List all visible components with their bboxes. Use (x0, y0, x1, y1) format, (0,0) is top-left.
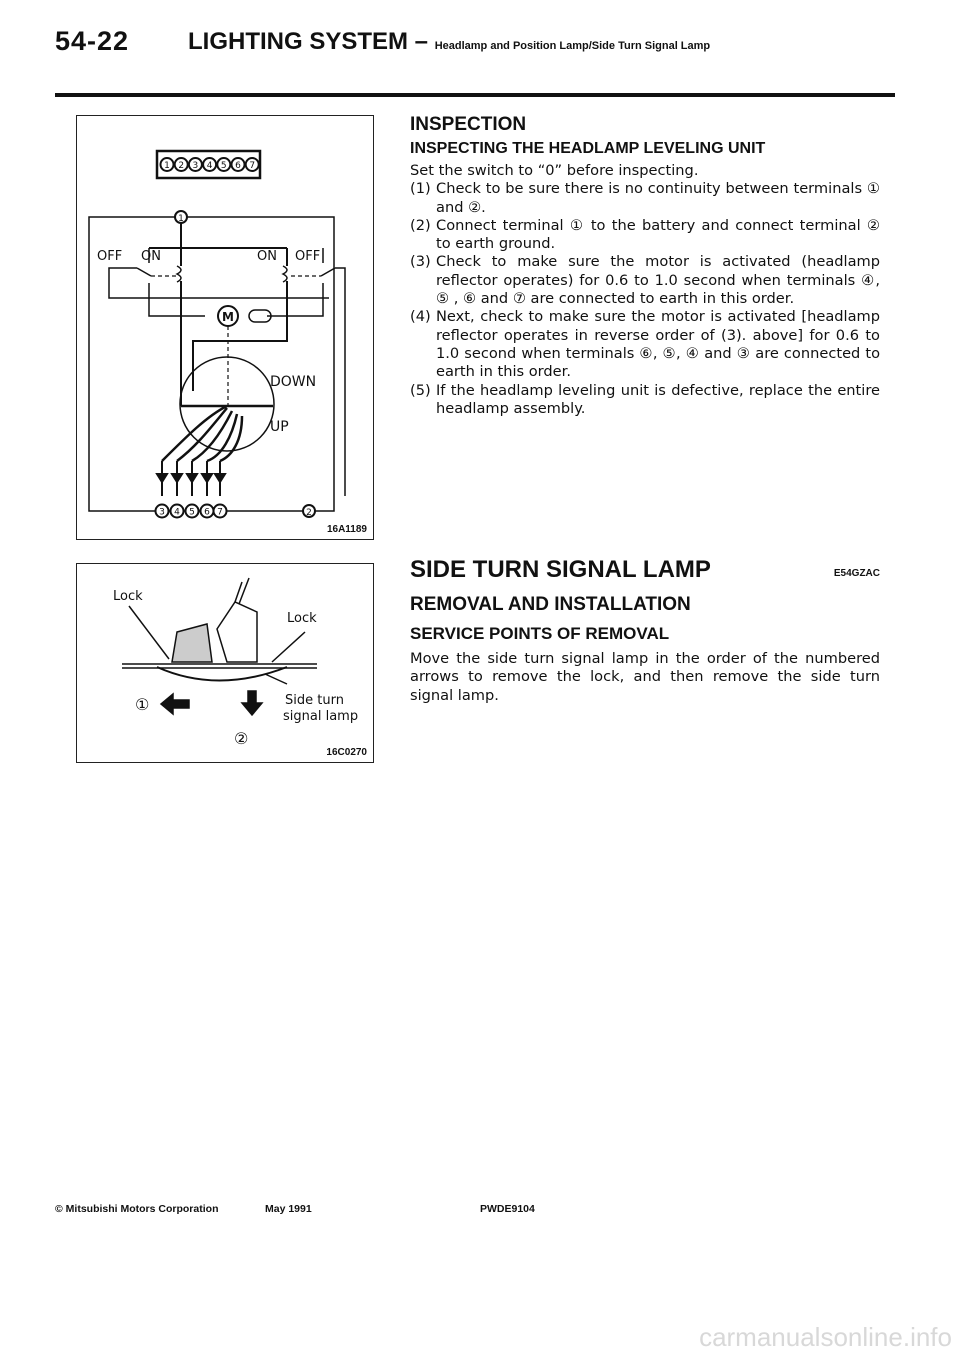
lock-right-label: Lock (287, 611, 317, 626)
on-left-label: ON (141, 249, 161, 264)
figure-code: 16A1189 (326, 524, 367, 535)
removal-installation-title: REMOVAL AND INSTALLATION (410, 594, 691, 615)
page-number: 54-22 (55, 26, 130, 56)
inspection-subtitle: INSPECTING THE HEADLAMP LEVELING UNIT (410, 140, 766, 157)
off-left-label: OFF (97, 249, 123, 264)
inspection-intro: Set the switch to “0” before inspecting. (410, 162, 699, 179)
off-right-label: OFF (295, 249, 321, 264)
connector-pin-label: 5 (220, 161, 227, 171)
diode (187, 474, 197, 482)
bottom-terminal-label: 5 (189, 507, 195, 518)
connector-pins (161, 158, 259, 171)
separator: – (408, 28, 435, 55)
footer-date: May 1991 (265, 1203, 312, 1215)
inspection-section (410, 114, 880, 418)
on-right-label: ON (257, 249, 277, 264)
inspection-steps (410, 180, 880, 418)
inspection-step (410, 180, 880, 217)
header-subtitle: Headlamp and Position Lamp/Side Turn Signal Lamp (434, 40, 711, 52)
inspection-step (410, 382, 880, 419)
step-text: Connect terminal ① to the battery and connect terminal ② to earth ground. (436, 216, 880, 253)
bottom-terminal-label: 4 (174, 507, 180, 518)
connector-pin-label: 1 (164, 161, 170, 171)
step-text: Check to be sure there is no continuity between terminals ① and ②. (436, 180, 880, 216)
terminal-1-label: 1 (178, 214, 184, 224)
arrow-1-label: ① (135, 695, 150, 714)
motor-label: M (222, 310, 234, 324)
bottom-terminal-label: 3 (159, 507, 165, 518)
up-label: UP (270, 419, 289, 435)
connector-pin-label: 3 (192, 161, 199, 171)
section-title: LIGHTING SYSTEM (188, 28, 409, 55)
header-rule (55, 93, 895, 97)
terminal-2-label: 2 (306, 508, 312, 518)
side-turn-title: SIDE TURN SIGNAL LAMP (410, 556, 711, 583)
down-label: DOWN (270, 374, 317, 390)
lock-left-label: Lock (113, 589, 143, 604)
diode (202, 474, 212, 482)
side-turn-body: Move the side turn signal lamp in the order of the numbered arrows to remove the lock, and then remove the side turn signal lamp. (410, 650, 880, 704)
footer-doc-code: PWDE9104 (480, 1203, 535, 1215)
figure-wiring-diagram (76, 115, 374, 540)
step-text: Check to make sure the motor is activated (headlamp reflector operates) for 0.6 to 1.0 second when terminals ④, ⑤ , ⑥ and ⑦ are connected to earth in this order. (436, 253, 880, 308)
connector-pin-label: 4 (206, 161, 213, 171)
lamp-label-line1: Side turn (285, 693, 344, 708)
lamp-label-line2: signal lamp (283, 709, 359, 724)
header-title (188, 28, 710, 56)
diode (172, 474, 182, 482)
diode (157, 474, 167, 482)
step-number: (4) (410, 308, 431, 326)
inspection-title: INSPECTION (410, 114, 527, 135)
wiring-diagram (77, 116, 373, 539)
step-number: (2) (410, 216, 431, 234)
side-turn-section (410, 556, 880, 705)
arrow-2-label: ② (234, 729, 249, 748)
figure-side-turn-lamp (76, 563, 374, 763)
inspection-step (410, 308, 880, 381)
bottom-terminal-label: 6 (204, 507, 210, 518)
step-text: If the headlamp leveling unit is defective, replace the entire headlamp assembly. (436, 381, 880, 417)
diode (215, 474, 225, 482)
watermark: carmanualsonline.info (699, 1322, 952, 1352)
bottom-terminal-label: 7 (217, 507, 223, 518)
footer-copyright: © Mitsubishi Motors Corporation (55, 1203, 219, 1215)
service-points-title: SERVICE POINTS OF REMOVAL (410, 624, 670, 643)
inspection-step (410, 253, 880, 308)
step-number: (1) (410, 180, 431, 198)
connector-pin-label: 7 (249, 161, 256, 171)
step-number: (5) (410, 381, 431, 399)
figure-code: 16C0270 (326, 747, 367, 758)
connector-pin-label: 2 (178, 161, 185, 171)
section-code: E54GZAC (833, 568, 880, 579)
connector-pin-label: 6 (235, 161, 241, 171)
lamp-illustration (77, 564, 373, 762)
inspection-step (410, 217, 880, 254)
step-number: (3) (410, 253, 431, 271)
page-header (55, 14, 895, 94)
step-text: Next, check to make sure the motor is activated [headlamp reflector operates in reverse order of (3). above] for 0.6 to 1.0 second when terminals ⑥, ⑤, ④ and ③ are connected to earth in this order. (436, 308, 880, 381)
